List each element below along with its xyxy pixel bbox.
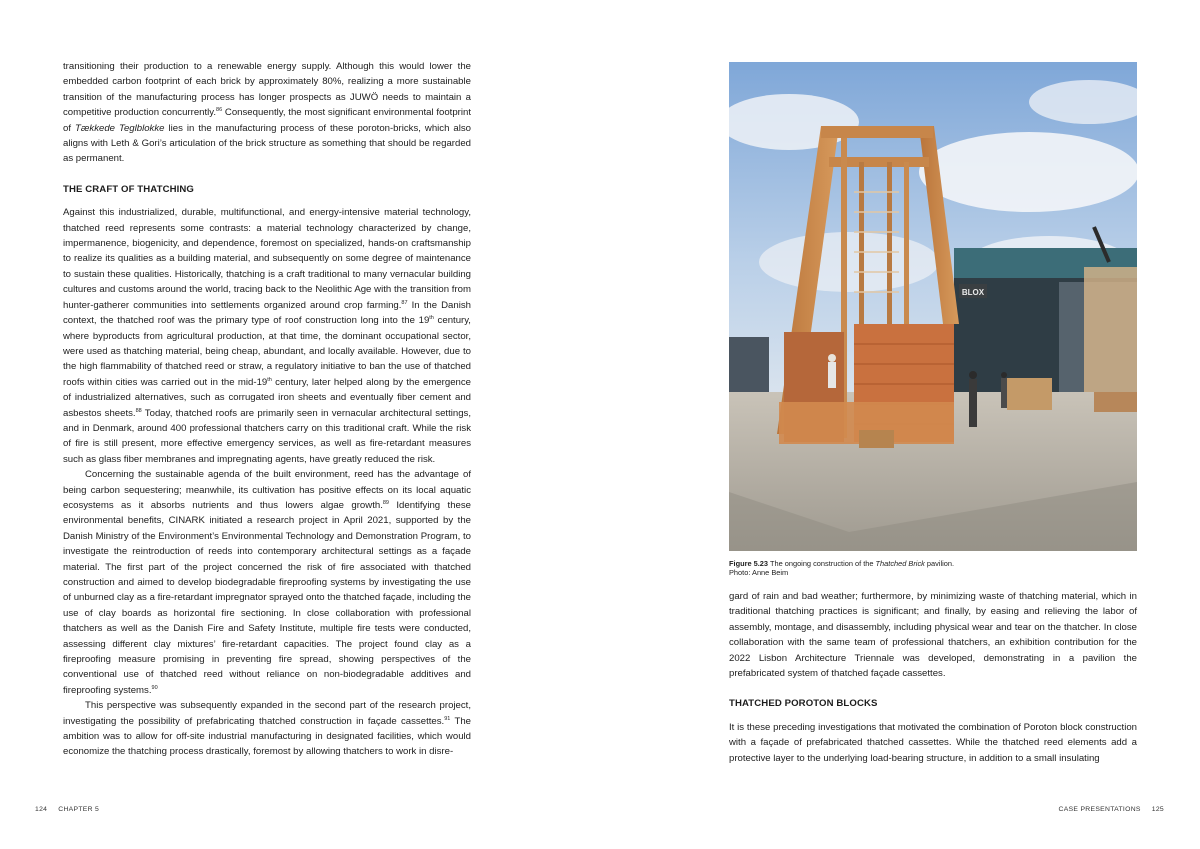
pavilion-photo-illustration: [729, 62, 1137, 551]
figure-caption: Figure 5.23 The ongoing construction of the Thatched Brick pavilion. Photo: Anne Beim: [729, 559, 1137, 578]
right-page: [600, 0, 1200, 849]
footnote-ref: 88: [135, 407, 142, 414]
page-number: 124: [35, 806, 48, 813]
body-paragraph: It is these preceding investigations that motivated the combination of Poroton block construction with a façade of prefabricated thatched cassettes. While the thatched reed elements add a protective layer to the underlying load-bearing structure, in addition to a small insulating: [729, 721, 1137, 764]
body-paragraph: This perspective was subsequently expanded in the second part of the research project, investigating the possibility of prefabricating thatched construction in façade cassettes.$^{91}$ The ambition was to allow for off-site industrial manufacturing in designated facilities, which would economize the thatching process drastically, foremost by allowing thatchers to work in disre-: [63, 700, 471, 758]
body-paragraph: Concerning the sustainable agenda of the built environment, reed has the advantage of being carbon sequestering; meanwhile, its cultivation has positive effects on its local aquatic ecosystems as it absorbs nutrients and thus lowers algae growth.$^{89}$ Identifying these environmental benefits, CINARK initiated a research project in April 2021, supported by the Danish Ministry of the Environment’s Environmental Technology and Demonstration Program, to investigate the reintroduction of reeds into contemporary architectural settings as a façade material. The first part of the project concerned the risk of fire associated with thatched construction and aimed to develop biodegradable fireproofing systems by investigating the use of unburned clay as a fire-retardant impregnator sprayed onto the thatched façade, including the use of clay boards as horizontal fire sectioning. In close collaboration with professional thatchers as well as the Danish Fire and Safety Institute, multiple fire tests were conducted, assessing different clay mixtures’ fire-retardant capacities. The project found clay as a fireproofing measure promising in preventing fire spread, showing perspectives of the conventional use of thatched reed without reliance on non-biodegradable additives and fireproofing systems.$^{90}$: [63, 469, 471, 696]
left-text-column: [63, 59, 471, 760]
body-paragraph: Against this industrialized, durable, multifunctional, and energy-intensive material technology, thatched reed represents some contrasts: a material technology characterized by change, impermanence, biogenicity, and dependence, foremost on specialized, hands-on craftsmanship to realize its qualities as a building material, and subsequently on some degree of maintenance to sustain these qualities. Historically, thatching is a craft traditional to many vernacular building cultures and customs around the world, tracing back to the Neolithic Age with the transition from hunter-gatherer communities into settlements organized around crop farming.$^{87}$ In the Danish context, the thatched roof was the primary type of roof construction long into the 19th century, where byproducts from agricultural production, at that time, the dominant occupational sector, were used as thatching material, being cheap, abundant, and locally available. However, due to the high flammability of thatched reed or straw, a regulatory initiative to ban the use of thatched roofs within cities was carried out in the mid-19th century, later helped along by the emergence of industrialized alternatives, such as corrugated iron sheets and eventually fiber cement and asbestos sheets.$^{88}$ Today, thatched roofs are primarily seen in vernacular architectural settings, and in Denmark, around 400 professional thatchers carry on this traditional craft. While the risk of fire is still present, more effective emergency services, as well as fire-retardant measures such as glass fiber membranes and impregnating agents, have greatly reduced the risk.: [63, 207, 472, 465]
footnote-ref: 87: [401, 299, 408, 306]
section-heading-craft-of-thatching: THE CRAFT OF THATCHING: [63, 183, 194, 195]
footnote-ref: 91: [444, 715, 451, 722]
running-footer-section: CHAPTER 5: [58, 806, 100, 813]
figure-photo: [729, 62, 1137, 551]
section-heading-thatched-poroton-blocks: THATCHED POROTON BLOCKS: [729, 698, 878, 710]
blox-sign-text: BLOX: [961, 288, 985, 297]
italic-project-title: Tækkede Teglblokke: [75, 122, 165, 134]
footnote-ref: 89: [382, 499, 389, 506]
footnote-ref: 86: [216, 107, 223, 114]
left-page-footer: [35, 806, 99, 813]
figure-label: Figure 5.23: [729, 559, 769, 568]
italic-pavilion-name: Thatched Brick: [875, 559, 925, 568]
footnote-ref: 90: [151, 684, 158, 691]
right-text-column: [729, 589, 1137, 766]
photo-credit: Photo: Anne Beim: [729, 568, 789, 578]
body-paragraph: gard of rain and bad weather; furthermore, by minimizing waste of thatching material, which in traditional thatching practices is significant; and finally, by easing and relieving the labor of assembly, montage, and disassembly, including physical wear and tear on the thatcher. In close collaboration with the same team of professional thatchers, an exhibition contribution for the 2022 Lisbon Architecture Triennale was developed, demonstrating in a pavilion the prefabricated system of thatched façade cassettes.: [729, 591, 1137, 680]
page-number: 125: [1151, 806, 1164, 813]
running-footer-section: CASE PRESENTATIONS: [1058, 806, 1141, 813]
intro-paragraph: transitioning their production to a renewable energy supply. Although this would lower the embedded carbon footprint of each brick by approximately 80%, realizing a more sustainable transition of the manufacturing process has longer prospects as JUWÖ needs to maintain a competitive production concurrently.$^{86}$ Consequently, the most significant environmental footprint of Tækkede Teglblokke lies in the manufacturing process of these poroton-bricks, which also aligns with Leth & Gori’s articulation of the brick structure as something that should be regarded as permanent.: [63, 61, 472, 165]
right-page-footer: [1059, 806, 1164, 813]
